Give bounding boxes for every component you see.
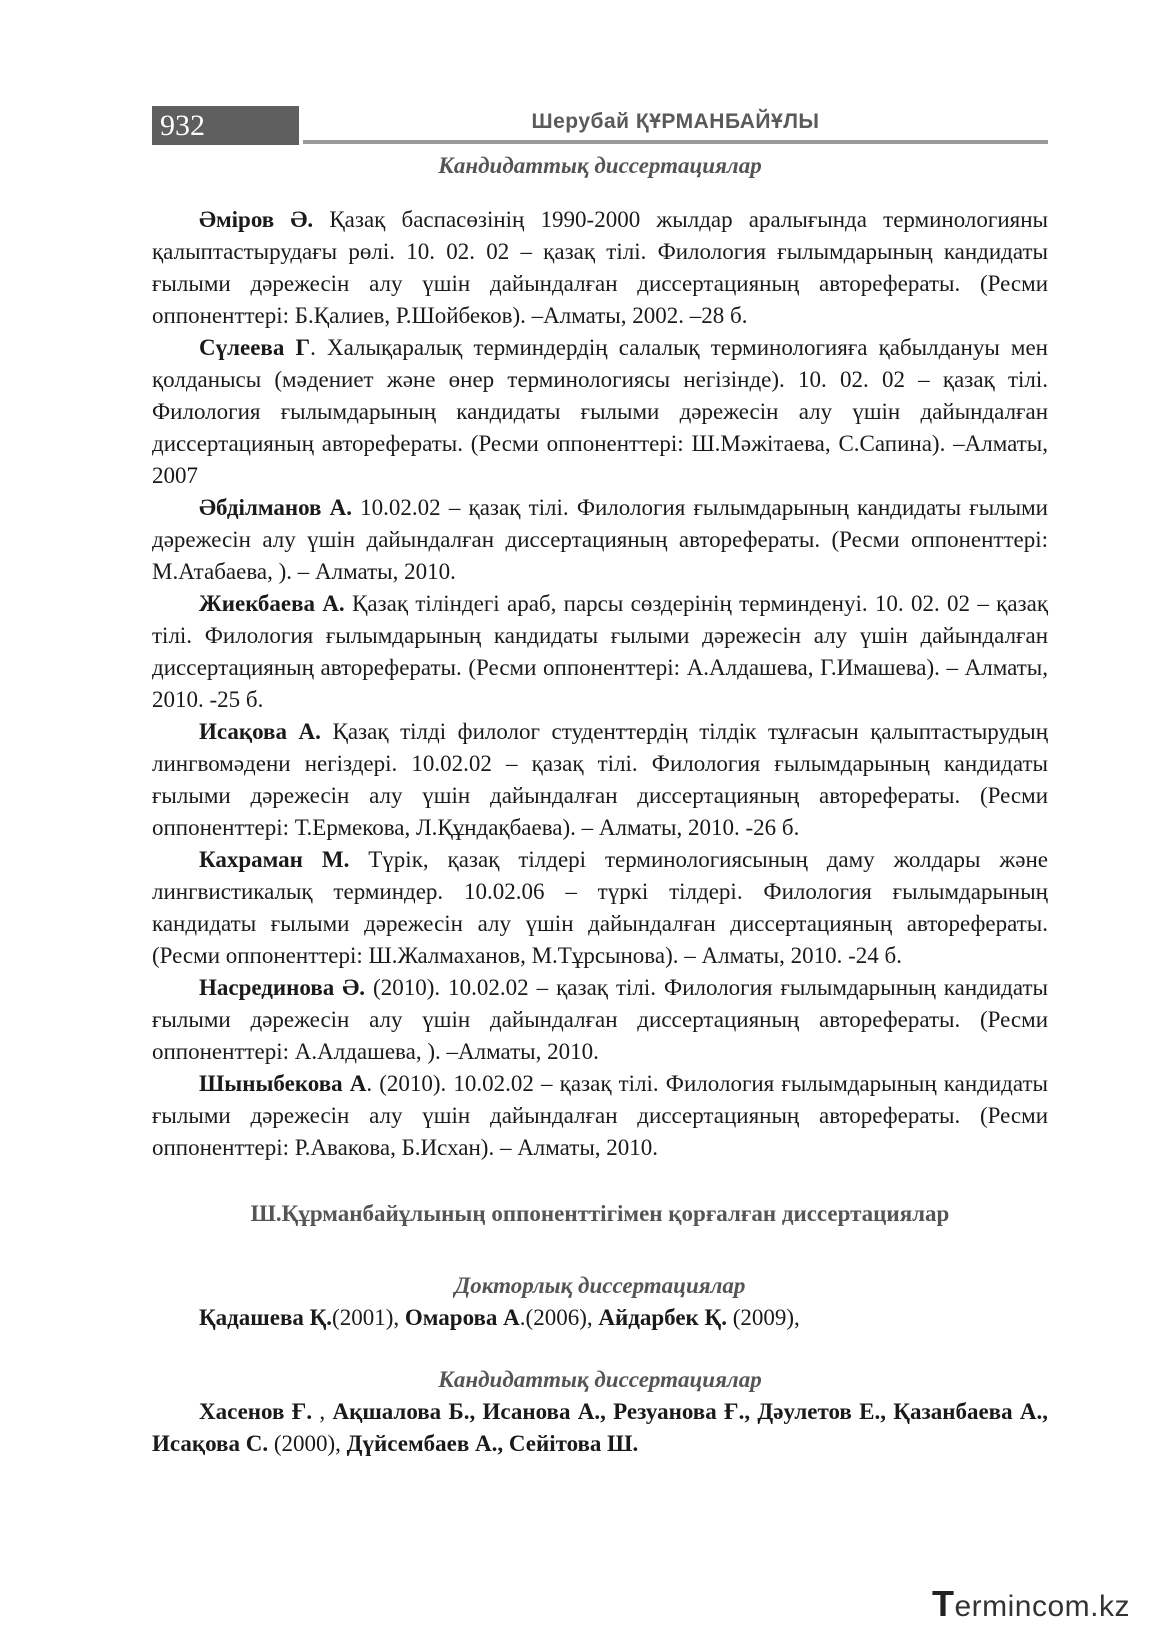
year: (2001), xyxy=(332,1305,405,1330)
entry-author: Жиекбаева А. xyxy=(199,591,345,616)
name: Айдарбек Қ. xyxy=(598,1305,727,1330)
name: Омарова А xyxy=(404,1305,520,1330)
entry-author: Әбділманов А. xyxy=(199,495,352,520)
year: .(2006), xyxy=(519,1305,599,1330)
separator: , xyxy=(312,1399,333,1424)
entry xyxy=(152,204,1048,332)
entry-author: Исақова А. xyxy=(199,719,321,744)
entry-text: . (2010). 10.02.02 – қазақ тілі. Филология ғылымдарының кандидаты ғылыми дәрежесін алу үшін дайындалған диссертацияның авторефераты. (Ресми оппоненттері: Р.Авакова, Б.Исхан). – Алматы, 2010. xyxy=(152,1071,1048,1160)
header-rule xyxy=(303,140,1048,144)
page-content xyxy=(152,150,1048,1460)
entry xyxy=(152,492,1048,588)
watermark-lead: T xyxy=(931,1583,955,1624)
opponent-heading: Ш.Құрманбайұлының оппоненттігімен қорғалған диссертациялар xyxy=(250,1201,950,1226)
entry-author: Сүлеева Г xyxy=(199,335,311,360)
entry-text: Қазақ баспасөзінің 1990-2000 жылдар аралығында терминологияны қалыптастырудағы рөлі. 10. 02. 02 – қазақ тілі. Филология ғылымдарының кандидаты ғылыми дәрежесін алу үшін дайындалған диссертацияның авторефераты. (Ресми оппоненттері: Б.Қалиев, Р.Шойбеков). –Алматы, 2002. –28 б. xyxy=(152,207,1048,328)
entry xyxy=(152,844,1048,972)
section-title-candidate: Кандидаттық диссертациялар xyxy=(438,153,762,178)
entry-author: Әміров Ә. xyxy=(199,207,314,232)
entry-text: 10.02.02 – қазақ тілі. Филология ғылымдарының кандидаты ғылыми дәрежесін алу үшін дайындалған диссертацияның авторефераты. (Ресми оппоненттері: М.Атабаева, ). – Алматы, 2010. xyxy=(152,495,1048,584)
entry xyxy=(152,332,1048,492)
entry-author: Шыныбекова А xyxy=(199,1071,367,1096)
entry-text: . Халықаралық терминдердің салалық терминологияға қабылдануы мен қолданысы (мәдениет және өнер терминологиясы негізінде). 10. 02. 02 – қазақ тілі. Филология ғылымдарының кандидаты ғылыми дәрежесін алу үшін дайындалған диссертацияның авторефераты. (Ресми оппоненттері: Ш.Мәжітаева, С.Сапина). –Алматы, 2007 xyxy=(152,335,1048,488)
section-title-doctoral: Докторлық диссертациялар xyxy=(454,1273,746,1298)
entry-text: Қазақ тіліндегі араб, парсы сөздерінің терминденуі. 10. 02. 02 – қазақ тілі. Филология ғылымдарының кандидаты ғылыми дәрежесін алу үшін дайындалған диссертацияның авторефераты. (Ресми оппоненттері: А.Алдашева, Г.Имашева). – Алматы, 2010. -25 б. xyxy=(152,591,1048,712)
name: Қадашева Қ. xyxy=(199,1305,333,1330)
name-group: Ақшалова Б., Исанова А., Резуанова Ғ., Дәулетов Е., Қазанбаева А., Исақова С. xyxy=(152,1399,1048,1456)
entry xyxy=(152,972,1048,1068)
name: Хасенов Ғ. xyxy=(199,1399,313,1424)
entry-text: (2010). 10.02.02 – қазақ тілі. Филология ғылымдарының кандидаты ғылыми дәрежесін алу үшін дайындалған диссертацияның авторефераты. (Ресми оппоненттері: А.Алдашева, ). –Алматы, 2010. xyxy=(152,975,1048,1064)
entry xyxy=(152,1068,1048,1164)
section-title-candidate-2: Кандидаттық диссертациялар xyxy=(438,1367,762,1392)
watermark-rest: ermincom.kz xyxy=(954,1590,1130,1623)
name-group: Дүйсембаев А., Сейітова Ш. xyxy=(346,1431,639,1456)
entry-author: Кахраман М. xyxy=(199,847,350,872)
entry-text: Түрік, қазақ тілдері терминологиясының даму жолдары және лингвистикалық терминдер. 10.02.06 – түркі тілдері. Филология ғылымдарының кандидаты ғылыми дәрежесін алу үшін дайындалған диссертацияның авторефераты. (Ресми оппоненттері: Ш.Жалмаханов, М.Тұрсынова). – Алматы, 2010. -24 б. xyxy=(152,847,1049,968)
page-number: 932 xyxy=(152,106,299,145)
year: (2009), xyxy=(726,1305,800,1330)
year: (2000), xyxy=(268,1431,347,1456)
doctoral-names xyxy=(152,1302,1048,1334)
candidate-names xyxy=(152,1396,1048,1460)
running-title: Шерубай ҚҰРМАНБАЙҰЛЫ xyxy=(531,110,820,133)
entry-author: Насрединова Ә. xyxy=(199,975,366,1000)
site-watermark xyxy=(932,1583,1130,1625)
entry xyxy=(152,716,1048,844)
entry xyxy=(152,588,1048,716)
entry-list xyxy=(152,204,1048,1164)
entry-text: Қазақ тілді филолог студенттердің тілдік тұлғасын қалыптастырудың лингвомәдени негіздері. 10.02.02 – қазақ тілі. Филология ғылымдарының кандидаты ғылыми дәрежесін алу үшін дайындалған диссертацияның авторефераты. (Ресми оппоненттері: Т.Ермекова, Л.Құндақбаева). – Алматы, 2010. -26 б. xyxy=(152,719,1049,840)
